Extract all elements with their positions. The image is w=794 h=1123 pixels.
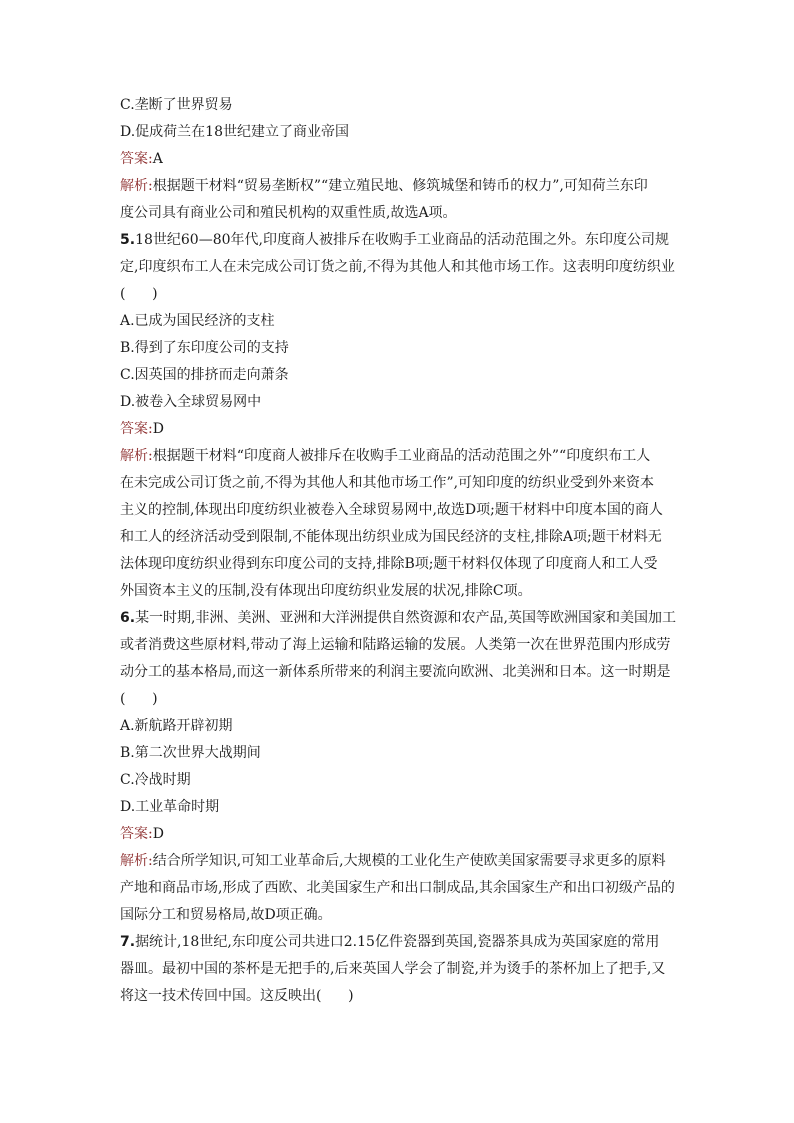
q4-explanation-line: 解析:根据题干材料“贸易垄断权”“建立殖民地、修筑城堡和铸币的权力”,可知荷兰东印: [120, 178, 648, 194]
q5-answer-blank: ( ): [120, 286, 158, 302]
q5-explanation-line: 外国资本主义的压制,没有体现出印度纺织业发展的状况,排除C项。: [120, 583, 532, 599]
q6-option-c: C.冷战时期: [120, 772, 191, 788]
q5-explanation-line: 法体现印度纺织业得到东印度公司的支持,排除B项;题干材料仅体现了印度商人和工人受: [120, 556, 658, 572]
q6-stem-line: 或者消费这些原材料,带动了海上运输和陆路运输的发展。人类第一次在世界范围内形成劳: [120, 637, 671, 653]
answer-value: D: [152, 826, 164, 842]
q6-stem-line: 6.某一时期,非洲、美洲、亚洲和大洋洲提供自然资源和农产品,英国等欧洲国家和美国加工: [120, 610, 676, 626]
answer-label: 答案:: [120, 826, 153, 842]
q5-option-b: B.得到了东印度公司的支持: [120, 340, 289, 356]
q5-stem-line: 定,印度织布工人在未完成公司订货之前,不得为其他人和其他市场工作。这表明印度纺织业: [120, 259, 675, 275]
q6-answer-blank: ( ): [120, 691, 158, 707]
q5-option-c: C.因英国的排挤而走向萧条: [120, 367, 289, 383]
q4-option-d: D.促成荷兰在18世纪建立了商业帝国: [120, 124, 349, 140]
q6-answer: [120, 821, 686, 848]
question-number: 6.: [120, 610, 136, 626]
q5-option-a: A.已成为国民经济的支柱: [120, 313, 275, 329]
answer-label: 答案:: [120, 151, 153, 167]
explanation-label: 解析:: [120, 178, 153, 194]
q6-explanation-line: 解析:结合所学知识,可知工业革命后,大规模的工业化生产使欧美国家需要寻求更多的原料: [120, 853, 666, 869]
q7-stem-line: 将这一技术传回中国。这反映出( ): [120, 988, 354, 1004]
q5-stem-line: 5.18世纪60—80年代,印度商人被排斥在收购手工业商品的活动范围之外。东印度公司规: [120, 232, 669, 248]
question-number: 5.: [120, 232, 136, 248]
q5-explanation-line: 和工人的经济活动受到限制,不能体现出纺织业成为国民经济的支柱,排除A项;题干材料无: [120, 529, 662, 545]
q5-answer: [120, 416, 686, 443]
q7-stem-line: 7.据统计,18世纪,东印度公司共进口2.15亿件瓷器到英国,瓷器茶具成为英国家庭的常用: [120, 934, 660, 950]
document-page: [120, 92, 686, 1010]
explanation-label: 解析:: [120, 448, 153, 464]
q4-option-c: C.垄断了世界贸易: [120, 97, 233, 113]
answer-value: A: [152, 151, 163, 167]
question-number: 7.: [120, 934, 136, 950]
q5-option-d: D.被卷入全球贸易网中: [120, 394, 262, 410]
q5-explanation-line: 在未完成公司订货之前,不得为其他人和其他市场工作”,可知印度的纺织业受到外来资本: [120, 475, 655, 491]
q6-option-b: B.第二次世界大战期间: [120, 745, 261, 761]
q4-answer: [120, 146, 686, 173]
q5-explanation-line: 主义的控制,体现出印度纺织业被卷入全球贸易网中,故选D项;题干材料中印度本国的商人: [120, 502, 663, 518]
q7-stem-line: 器皿。最初中国的茶杯是无把手的,后来英国人学会了制瓷,并为烫手的茶杯加上了把手,又: [120, 961, 666, 977]
q4-explanation-line: 度公司具有商业公司和殖民机构的双重性质,故选A项。: [120, 205, 457, 221]
q6-explanation-line: 产地和商品市场,形成了西欧、北美国家生产和出口制成品,其余国家生产和出口初级产品的: [120, 880, 675, 896]
q6-stem-line: 动分工的基本格局,而这一新体系所带来的利润主要流向欧洲、北美洲和日本。这一时期是: [120, 664, 671, 680]
q6-option-d: D.工业革命时期: [120, 799, 220, 815]
q6-option-a: A.新航路开辟初期: [120, 718, 233, 734]
explanation-label: 解析:: [120, 853, 153, 869]
answer-value: D: [152, 421, 164, 437]
q5-explanation-line: 解析:根据题干材料“印度商人被排斥在收购手工业商品的活动范围之外”“印度织布工人: [120, 448, 651, 464]
q6-explanation-line: 国际分工和贸易格局,故D项正确。: [120, 907, 332, 923]
answer-label: 答案:: [120, 421, 153, 437]
